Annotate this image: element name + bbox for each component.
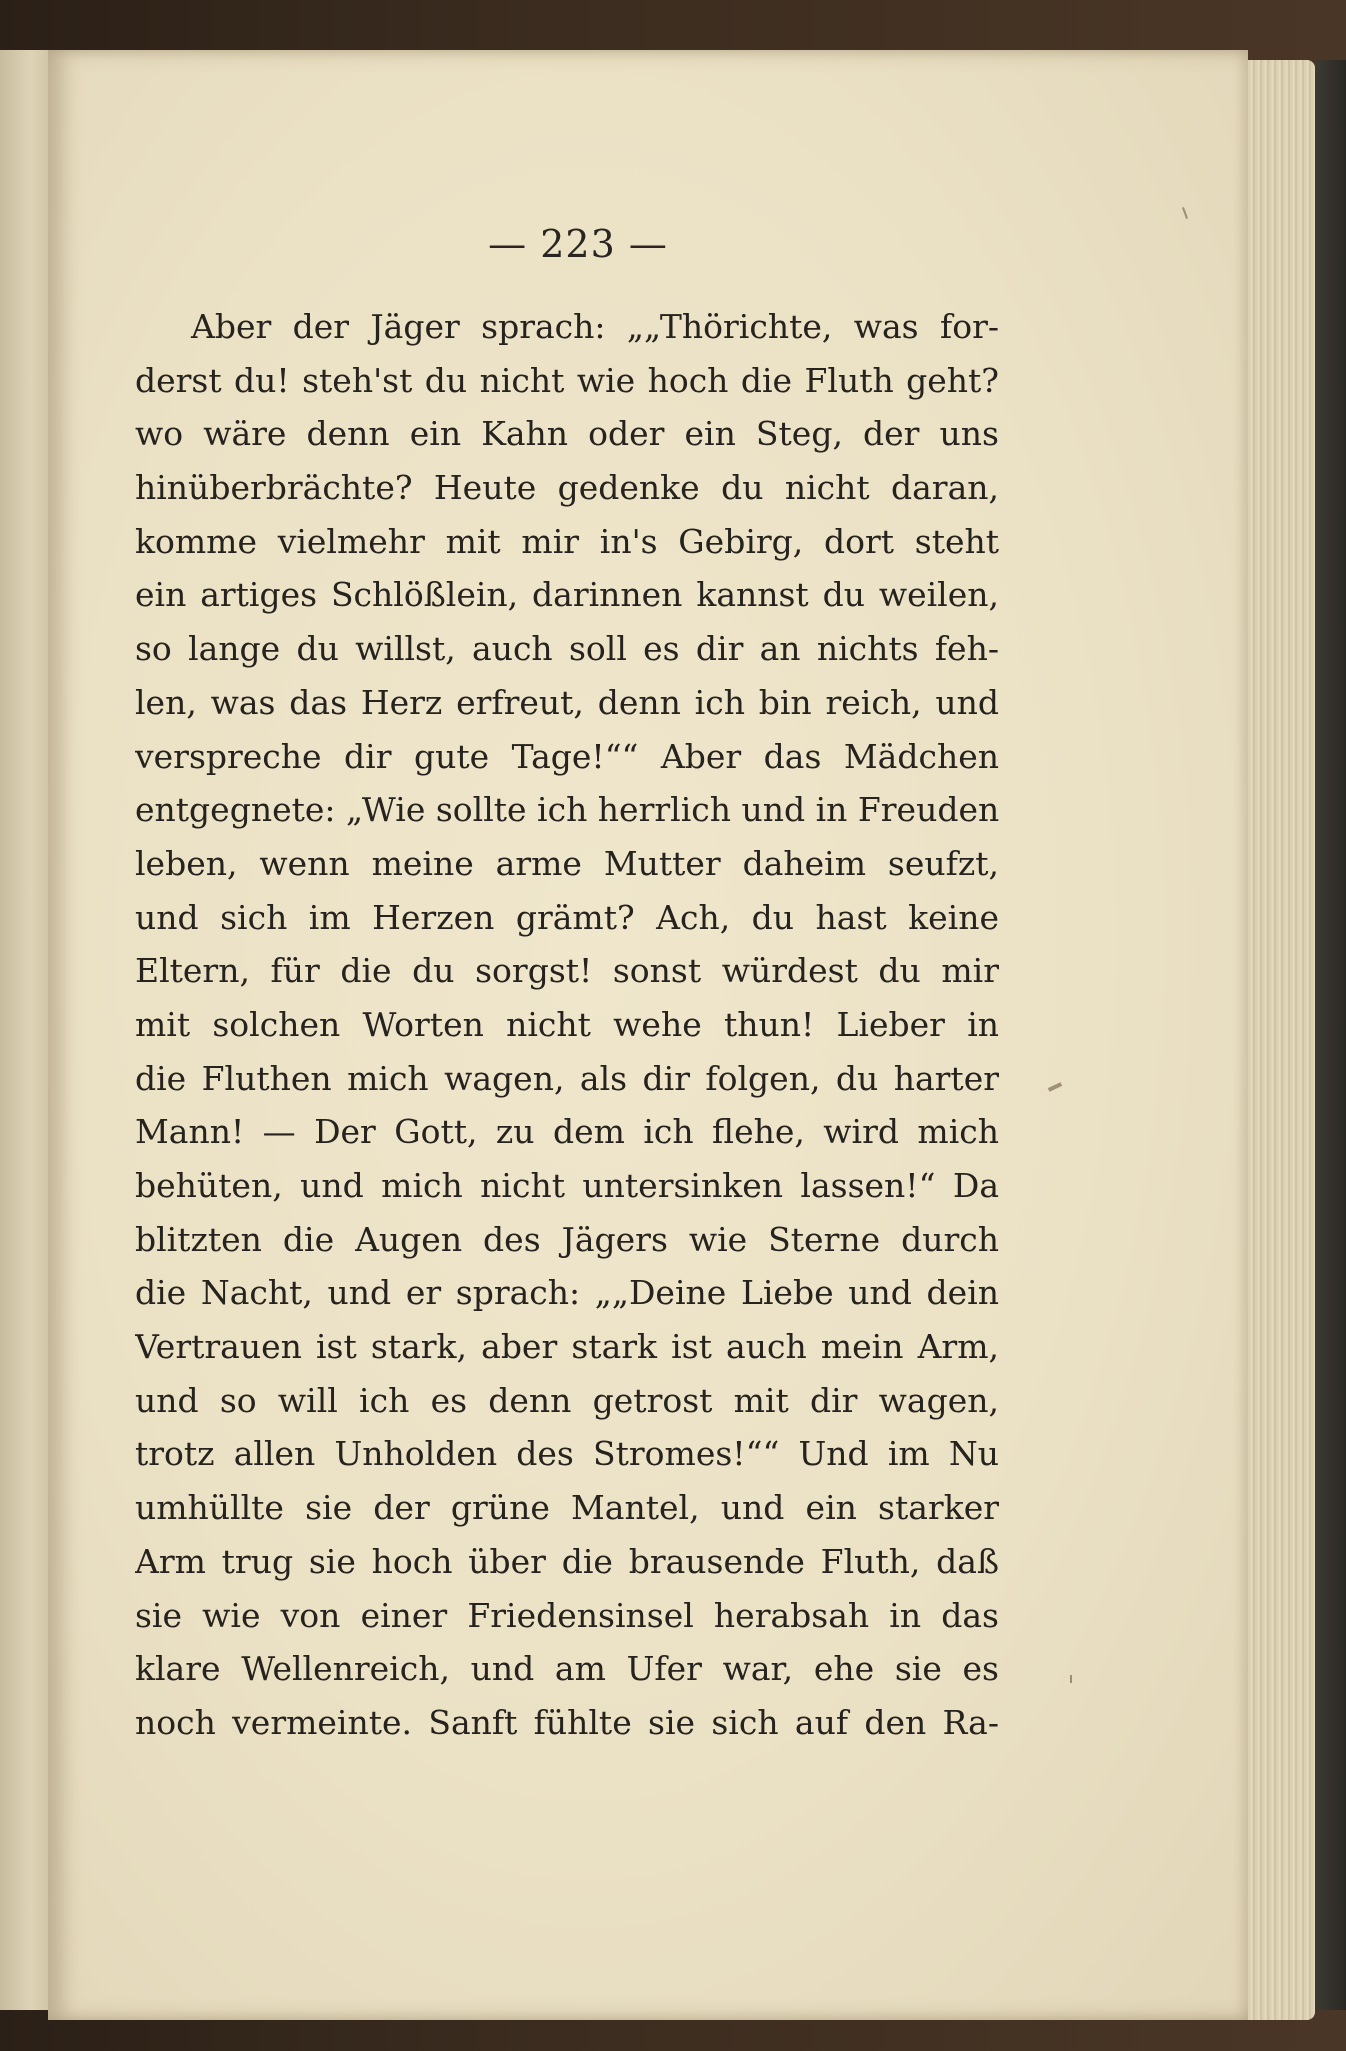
- text-line: leben, wenn meine arme Mutter daheim seufzt,: [135, 843, 999, 883]
- text-line: behüten, und mich nicht untersinken lassen!“ Da: [135, 1166, 999, 1205]
- text-line: entgegnete: „Wie sollte ich herrlich und in Freuden: [135, 790, 999, 830]
- cover-edge: [1316, 60, 1346, 2010]
- text-line: mit solchen Worten nicht wehe thun! Lieber in: [135, 1004, 999, 1044]
- text-line: Mann! — Der Gott, zu dem ich flehe, wird mich: [135, 1112, 999, 1152]
- text-line: verspreche dir gute Tage!““ Aber das Mädchen: [135, 736, 999, 776]
- text-line: len, was das Herz erfreut, denn ich bin reich, und: [135, 682, 999, 722]
- text-line: sie wie von einer Friedensinsel herabsah in das: [135, 1595, 999, 1635]
- text-line: komme vielmehr mit mir in's Gebirg, dort steht: [135, 521, 999, 561]
- text-line: Arm trug sie hoch über die brausende Fluth, daß: [135, 1541, 999, 1581]
- paper-speck: [1048, 1082, 1062, 1092]
- text-line: die Fluthen mich wagen, als dir folgen, du harter: [135, 1058, 999, 1098]
- text-line: ein artiges Schlößlein, darinnen kannst du weilen,: [135, 575, 999, 615]
- page-number: — 223 —: [488, 222, 668, 266]
- paper-speck: [1070, 1675, 1072, 1683]
- text-line: Aber der Jäger sprach: „„Thörichte, was for-: [191, 307, 999, 346]
- text-line: klare Wellenreich, und am Ufer war, ehe sie es: [135, 1649, 999, 1689]
- text-line: Vertrauen ist stark, aber stark ist auch mein Arm,: [135, 1327, 999, 1367]
- text-line: trotz allen Unholden des Stromes!““ Und im Nu: [135, 1434, 999, 1474]
- text-line: umhüllte sie der grüne Mantel, und ein starker: [135, 1488, 999, 1528]
- text-line: derst du! steh'st du nicht wie hoch die Fluth geht?: [135, 360, 999, 400]
- text-line: die Nacht, und er sprach: „„Deine Liebe und dein: [135, 1273, 999, 1313]
- text-line: blitzten die Augen des Jägers wie Sterne durch: [135, 1219, 999, 1259]
- text-line: hinüberbrächte? Heute gedenke du nicht daran,: [135, 468, 999, 508]
- text-line: und sich im Herzen grämt? Ach, du hast keine: [135, 897, 999, 937]
- text-line: und so will ich es denn getrost mit dir wagen,: [135, 1380, 999, 1420]
- text-line: Eltern, für die du sorgst! sonst würdest du mir: [135, 951, 999, 991]
- body-text: [135, 300, 999, 1750]
- text-line: noch vermeinte. Sanft fühlte sie sich auf den Ra-: [135, 1702, 999, 1742]
- text-line: wo wäre denn ein Kahn oder ein Steg, der uns: [135, 414, 999, 454]
- paper-speck: [1182, 207, 1188, 219]
- text-line: so lange du willst, auch soll es dir an nichts feh-: [135, 629, 999, 669]
- facing-page-edge: [0, 50, 52, 2010]
